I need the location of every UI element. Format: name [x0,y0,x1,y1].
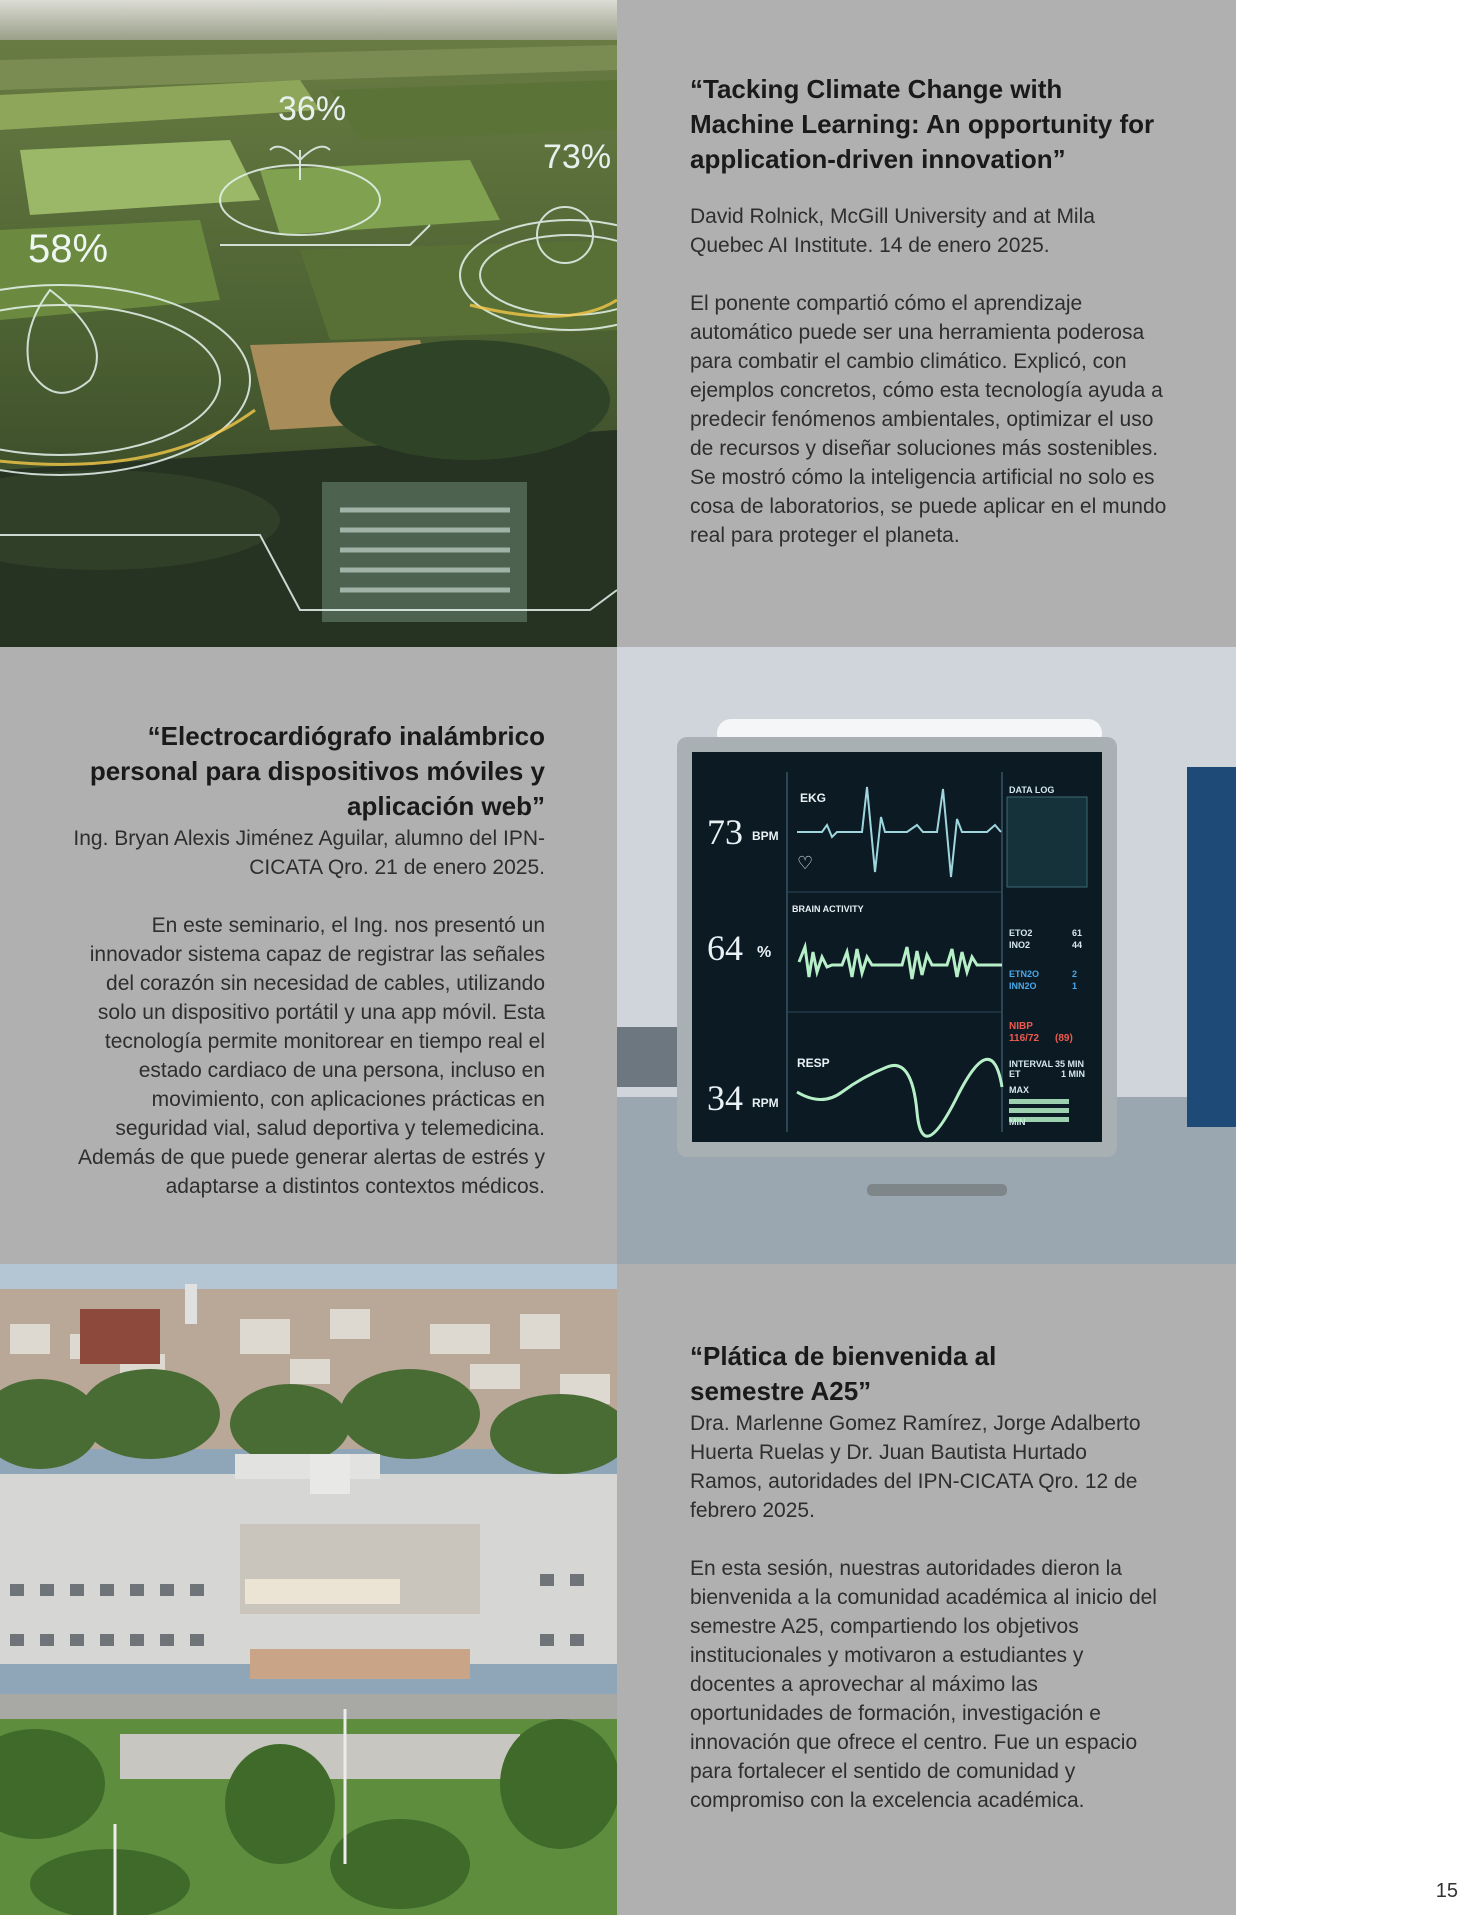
climate-farm-photo [0,0,617,647]
monitor-ino2: INO2 [1009,940,1031,950]
monitor-brain-tag: BRAIN ACTIVITY [792,904,864,914]
article-welcome [617,1264,1236,1915]
monitor-etn2o: ETN2O [1009,969,1040,979]
article-welcome-meta: Dra. Marlenne Gomez Ramírez, Jorge Adalberto Huerta Ruelas y Dr. Juan Bautista Hurtado Ramos, autoridades del IPN-CICATA Qro. 12 de febrero 2025. [690,1412,1141,1522]
article-climate [617,0,1236,647]
monitor-interval: INTERVAL [1009,1059,1054,1069]
monitor-max: MAX [1009,1085,1029,1095]
monitor-hr-value: 73 [707,812,743,852]
article-ecg-body: En este seminario, el Ing. nos presentó un innovador sistema capaz de registrar las señales del corazón sin necesidad de cables, utilizando solo un dispositivo portátil y una app móvil. Esta tecnología permite monitorear en tiempo real el estado cardiaco de una persona, incluso en movimiento, con aplicaciones prácticas en seguridad vial, salud deportiva y telemedicina. Además de que puede generar alertas de estrés y adaptarse a distintos contextos médicos. [78,914,545,1198]
farm-label-36: 36% [278,90,347,128]
monitor-nibp: NIBP [1009,1021,1033,1032]
monitor-resp-unit: RPM [752,1096,779,1110]
monitor-resp-tag: RESP [797,1056,830,1070]
monitor-datalog: DATA LOG [1009,785,1055,795]
farm-label-58: 58% [28,227,109,271]
article-ecg-meta: Ing. Bryan Alexis Jiménez Aguilar, alumno del IPN-CICATA Qro. 21 de enero 2025. [73,827,545,879]
monitor-eto2: ETO2 [1009,928,1033,938]
heart-icon: ♡ [797,853,814,873]
monitor-eto2-val: 61 [1072,928,1083,938]
monitor-et-val: 1 MIN [1061,1069,1086,1079]
monitor-et: ET [1009,1069,1021,1079]
monitor-ekg-tag: EKG [800,791,827,805]
article-welcome-title: “Plática de bienvenida al semestre A25” [690,1341,997,1406]
monitor-inn2o: INN2O [1009,981,1037,991]
article-ecg-title: “Electrocardiógrafo inalámbrico personal para dispositivos móviles y aplicación web” [89,721,545,821]
article-climate-title: “Tacking Climate Change with Machine Learning: An opportunity for application-driven innovation” [690,74,1155,174]
monitor-resp-value: 34 [707,1078,743,1118]
article-climate-body: El ponente compartió cómo el aprendizaje automático puede ser una herramienta poderosa para combatir el cambio climático. Explicó, con ejemplos concretos, cómo esta tecnología ayuda a predecir fenómenos ambientales, optimizar el uso de recursos y diseñar soluciones más sostenibles. Se mostró cómo la inteligencia artificial no solo es cosa de laboratorios, se puede aplicar en el mundo real para proteger el planeta. [690,292,1167,547]
article-welcome-body: En esta sesión, nuestras autoridades dieron la bienvenida a la comunidad académica al inicio del semestre A25, compartiendo los objetivos institucionales y motivaron a estudiantes y docentes a aprovechar al máximo las oportunidades de formación, investigación e innovación que ofrece el centro. Fue un espacio para fortalecer el sentido de comunidad y compromiso con la excelencia académica. [690,1557,1157,1812]
page-number: 15 [1435,1880,1458,1902]
monitor-spo2-unit: % [757,944,772,961]
monitor-inn2o-val: 1 [1072,981,1078,991]
article-climate-meta: David Rolnick, McGill University and at Mila Quebec AI Institute. 14 de enero 2025. [690,205,1095,257]
monitor-nibp-val: 116/72 [1009,1033,1040,1044]
monitor-nibp-mean: (89) [1055,1033,1073,1044]
campus-building-photo [0,1264,617,1915]
ecg-monitor-photo [617,647,1236,1264]
farm-label-73: 73% [543,138,612,176]
monitor-hr-unit: BPM [752,829,779,843]
monitor-spo2-value: 64 [707,928,743,968]
article-ecg [0,647,617,1264]
monitor-ino2-val: 44 [1072,940,1083,950]
monitor-interval-val: 35 MIN [1055,1059,1085,1069]
monitor-etn2o-val: 2 [1072,969,1078,979]
